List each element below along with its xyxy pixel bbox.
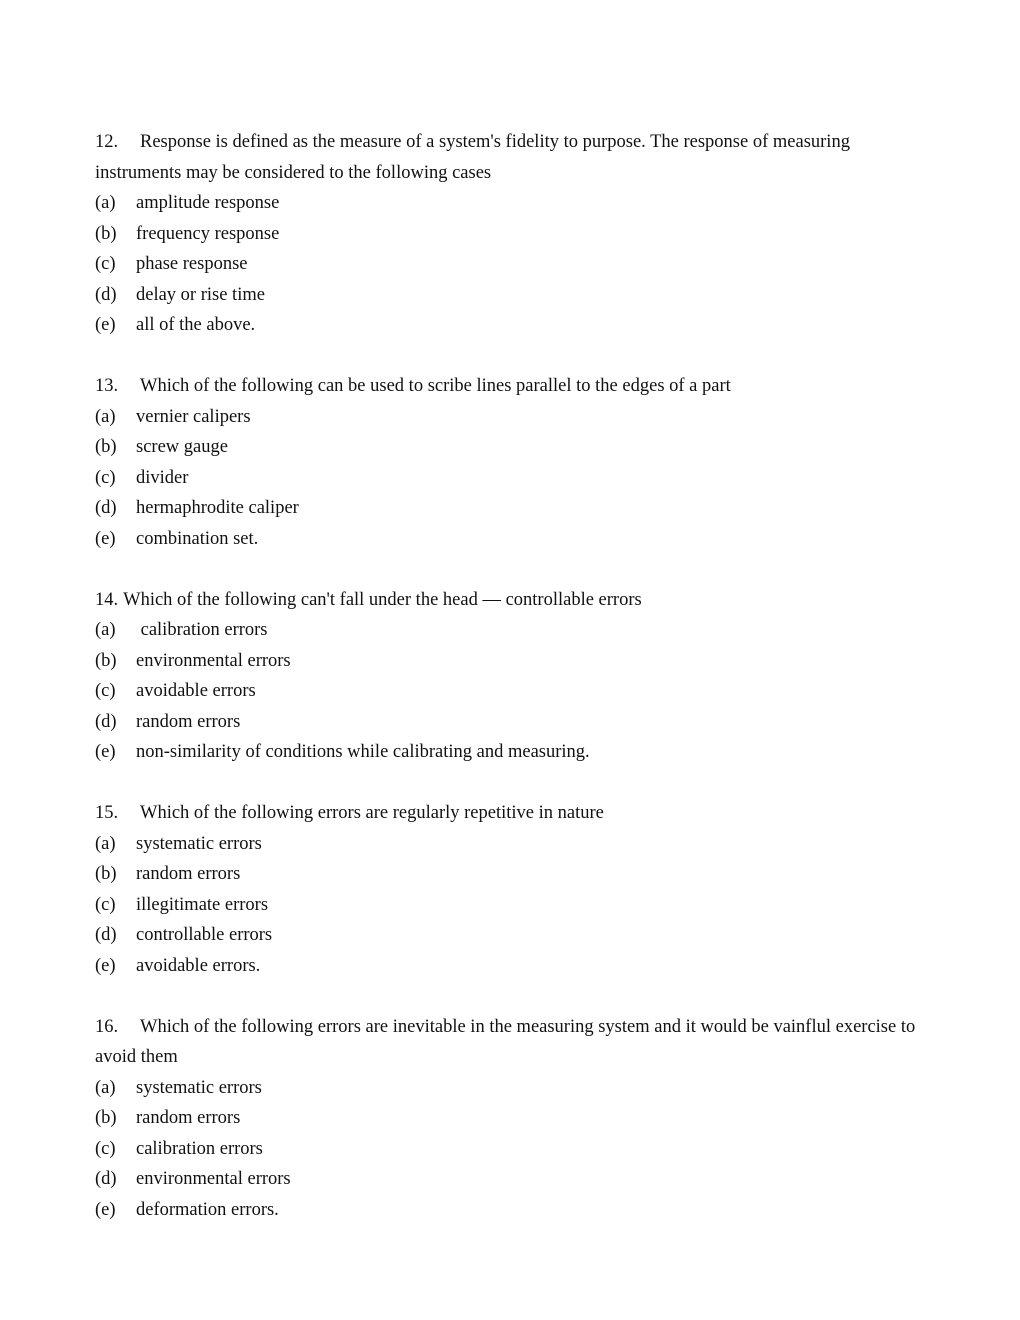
option-label: (c) — [95, 254, 116, 274]
option-label: (c) — [95, 894, 116, 915]
question-text: Response is defined as the measure of a system's fidelity to purpose. The response of measuring instruments may be considered to the following cases — [95, 132, 850, 183]
answer-option — [95, 249, 925, 280]
question-text: Which of the following errors are inevitable in the measuring system and it would be vainflul exercise to avoid them — [95, 1016, 916, 1067]
option-text: environmental errors — [136, 650, 291, 671]
option-text: controllable errors — [136, 925, 273, 945]
option-label: (b) — [95, 1108, 117, 1128]
answer-option — [95, 1134, 925, 1165]
option-text: systematic errors — [136, 1077, 262, 1098]
answer-option — [95, 615, 925, 646]
option-label: (c) — [95, 681, 116, 701]
option-label: (e) — [95, 742, 116, 762]
question-number: 12. — [95, 132, 119, 152]
option-text: amplitude response — [136, 193, 280, 213]
question-stem — [95, 798, 925, 829]
question-number: 16. — [95, 1016, 119, 1037]
question-text: Which of the following can't fall under the head — controllable errors — [123, 589, 642, 610]
option-label: (e) — [95, 1199, 116, 1220]
question-16 — [95, 1012, 925, 1226]
question-stem — [95, 585, 925, 616]
option-label: (c) — [95, 467, 116, 488]
answer-option — [95, 1073, 925, 1104]
option-text: avoidable errors — [136, 681, 256, 701]
option-label: (a) — [95, 620, 116, 640]
option-text: environmental errors — [136, 1169, 291, 1189]
question-stem — [95, 371, 925, 402]
option-text: deformation errors. — [136, 1199, 279, 1220]
option-label: (d) — [95, 1169, 117, 1189]
option-text: vernier calipers — [136, 406, 251, 427]
option-text: calibration errors — [136, 620, 268, 640]
option-label: (b) — [95, 650, 117, 671]
option-text: calibration errors — [136, 1138, 263, 1159]
option-text: random errors — [136, 864, 241, 884]
option-label: (b) — [95, 437, 117, 457]
option-text: frequency response — [136, 223, 280, 244]
question-text: Which of the following can be used to scribe lines parallel to the edges of a part — [140, 376, 731, 396]
option-text: combination set. — [136, 528, 259, 549]
answer-option — [95, 463, 925, 494]
option-label: (d) — [95, 284, 117, 305]
answer-option — [95, 1195, 925, 1226]
option-text: random errors — [136, 1108, 241, 1128]
question-stem — [95, 127, 925, 188]
answer-option — [95, 920, 925, 951]
answer-option — [95, 676, 925, 707]
answer-option — [95, 737, 925, 768]
option-text: hermaphrodite caliper — [136, 498, 299, 518]
question-number: 14. — [95, 589, 119, 610]
question-13 — [95, 371, 925, 554]
answer-option — [95, 188, 925, 219]
answer-option — [95, 402, 925, 433]
option-label: (e) — [95, 528, 116, 549]
option-text: all of the above. — [136, 315, 256, 335]
option-text: delay or rise time — [136, 284, 265, 305]
question-14 — [95, 585, 925, 768]
answer-option — [95, 493, 925, 524]
question-12 — [95, 127, 925, 341]
option-text: divider — [136, 467, 189, 488]
option-text: phase response — [136, 254, 248, 274]
option-label: (e) — [95, 315, 116, 335]
option-label: (d) — [95, 498, 117, 518]
question-15 — [95, 798, 925, 981]
option-text: screw gauge — [136, 437, 228, 457]
document-page — [95, 127, 925, 1256]
option-text: random errors — [136, 711, 241, 732]
answer-option — [95, 280, 925, 311]
option-label: (d) — [95, 925, 117, 945]
answer-option — [95, 1164, 925, 1195]
option-text: avoidable errors. — [136, 955, 261, 976]
question-number: 13. — [95, 376, 119, 396]
option-label: (a) — [95, 193, 116, 213]
answer-option — [95, 310, 925, 341]
answer-option — [95, 951, 925, 982]
answer-option — [95, 707, 925, 738]
question-stem — [95, 1012, 925, 1073]
answer-option — [95, 646, 925, 677]
answer-option — [95, 219, 925, 250]
option-text: illegitimate errors — [136, 894, 269, 915]
option-label: (d) — [95, 711, 117, 732]
option-label: (b) — [95, 864, 117, 884]
answer-option — [95, 859, 925, 890]
answer-option — [95, 829, 925, 860]
option-label: (c) — [95, 1138, 116, 1159]
option-label: (a) — [95, 406, 116, 427]
answer-option — [95, 1103, 925, 1134]
answer-option — [95, 890, 925, 921]
option-label: (b) — [95, 223, 117, 244]
option-label: (e) — [95, 955, 116, 976]
option-text: systematic errors — [136, 833, 262, 854]
option-label: (a) — [95, 1077, 116, 1098]
answer-option — [95, 524, 925, 555]
option-label: (a) — [95, 833, 116, 854]
question-number: 15. — [95, 803, 119, 823]
answer-option — [95, 432, 925, 463]
question-text: Which of the following errors are regularly repetitive in nature — [140, 803, 604, 823]
option-text: non-similarity of conditions while calibrating and measuring. — [136, 742, 590, 762]
